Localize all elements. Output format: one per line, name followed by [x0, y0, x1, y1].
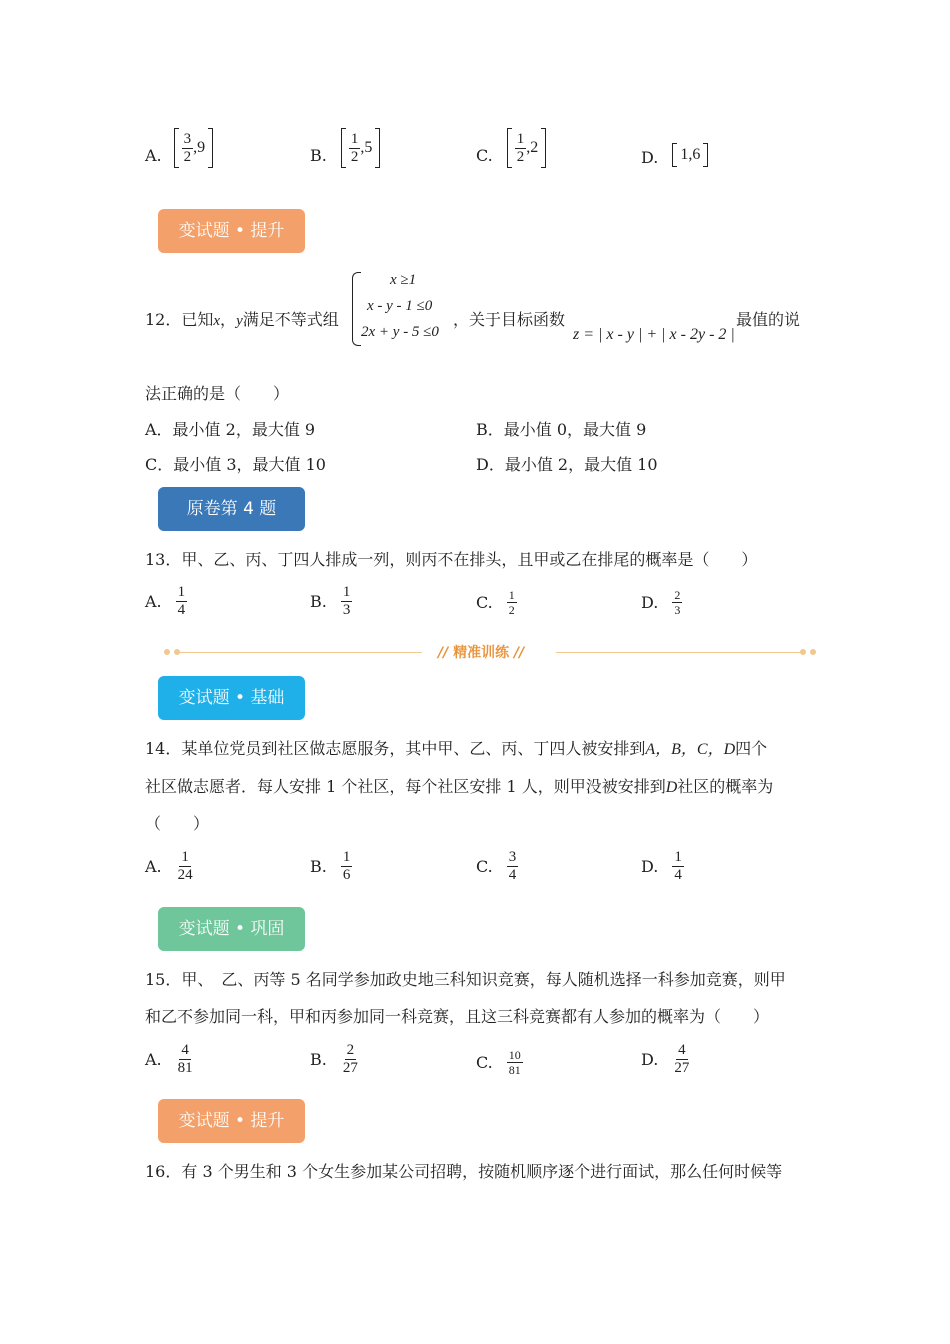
fraction: $\frac{2}{3}$ [674, 588, 681, 617]
fraction: $\frac{1}{2}$ [350, 130, 359, 165]
q12-tail: 最值的说 [736, 310, 801, 329]
q15-option-c [476, 1048, 523, 1077]
option-letter: A. [145, 857, 162, 876]
q15-option-d [641, 1042, 691, 1077]
q11-option-c [476, 128, 546, 168]
q14-line1: 14．某单位党员到社区做志愿服务，其中甲、乙、丙、丁四人被安排到A，B，C，D四个 [145, 739, 768, 758]
q14-option-a [145, 849, 195, 884]
fraction: $\frac{1}{4}$ [177, 584, 186, 618]
option-letter: A. [145, 592, 162, 611]
q15-option-b [310, 1042, 360, 1077]
q15-option-a [145, 1042, 195, 1077]
q13-option-b [310, 584, 352, 619]
divider-dot [810, 649, 816, 655]
badge-variant-consolidate: 变试题 • 巩固 [158, 907, 305, 951]
fraction: $\frac{1}{2}$ [508, 588, 515, 617]
fraction: $\frac{4}{27}$ [674, 1042, 690, 1076]
option-letter: C. [476, 857, 493, 876]
divider-line-left [180, 652, 422, 653]
badge-variant-advanced-2: 变试题 • 提升 [158, 1099, 305, 1143]
fraction: $\frac{1}{24}$ [177, 849, 193, 883]
target-function: z = | x - y | + | x - 2y - 2 | [573, 326, 735, 343]
q13-option-a [145, 584, 187, 619]
q13-option-c [476, 588, 517, 617]
interval-c: $\frac{1}{2}$ ,2 [507, 128, 547, 168]
fraction: $\frac{2}{27}$ [342, 1042, 358, 1076]
q12-option-c: C．最小值 3，最大值 10 [145, 455, 326, 474]
option-letter: C. [476, 593, 493, 612]
option-letter: B. [310, 592, 327, 611]
badge-variant-basic: 变试题 • 基础 [158, 676, 305, 720]
interval-b: $\frac{1}{2}$ ,5 [341, 128, 381, 168]
q14-option-d [641, 849, 684, 884]
q14-option-c [476, 849, 518, 884]
ineq-3: 2x + y - 5 ≤0 [361, 324, 439, 340]
badge-variant-advanced: 变试题 • 提升 [158, 209, 305, 253]
q12-option-b: B．最小值 0，最大值 9 [476, 420, 647, 439]
q12-option-d: D．最小值 2，最大值 10 [476, 455, 658, 474]
q12-after-system: ，关于目标函数 [453, 310, 566, 329]
interval-a: $\frac{3}{2}$ ,9 [174, 128, 214, 168]
q13-stem: 13．甲、乙、丙、丁四人排成一列，则丙不在排头，且甲或乙在排尾的概率是（ ） [145, 550, 758, 569]
option-letter: D. [641, 148, 659, 167]
q15-line2: 和乙不参加同一科，甲和丙参加同一科竞赛，且这三科竞赛都有人参加的概率为（ ） [145, 1007, 770, 1026]
divider-dot [800, 649, 806, 655]
system-brace [352, 272, 361, 346]
fraction: $\frac{10}{81}$ [508, 1048, 521, 1077]
q16-line1: 16．有 3 个男生和 3 个女生参加某公司招聘，按随机顺序逐个进行面试，那么任何时候等 [145, 1162, 783, 1181]
fraction: $\frac{1}{3}$ [342, 584, 351, 618]
option-letter: B. [310, 1050, 327, 1069]
option-letter: C. [476, 145, 493, 165]
q11-option-a [145, 128, 213, 168]
ineq-2: x - y - 1 ≤0 [367, 298, 433, 314]
ineq-1: x ≥1 [390, 272, 417, 288]
divider-dot [164, 649, 170, 655]
fraction: $\frac{3}{4}$ [508, 849, 517, 883]
q13-option-d [641, 588, 682, 617]
fraction: $\frac{1}{2}$ [516, 130, 525, 165]
divider-line-right [556, 652, 802, 653]
option-letter: A. [145, 1050, 162, 1069]
option-letter: B. [310, 857, 327, 876]
q14-option-b [310, 849, 352, 884]
q12-option-a: A．最小值 2，最大值 9 [145, 420, 316, 439]
q11-option-d [641, 142, 708, 167]
fraction: $\frac{1}{6}$ [342, 849, 351, 883]
q14-line3: （ ） [145, 814, 210, 833]
q12-stem: 12．已知x，y满足不等式组 [145, 310, 339, 329]
slash-icon: // [513, 645, 525, 661]
q11-option-b [310, 128, 380, 168]
badge-original-question: 原卷第 4 题 [158, 487, 305, 531]
interval-d: 1,6 [672, 143, 708, 167]
option-letter: A. [145, 145, 162, 165]
option-letter: D. [641, 593, 659, 612]
slash-icon: // [438, 645, 449, 661]
option-letter: D. [641, 1050, 659, 1069]
fraction: $\frac{1}{4}$ [674, 849, 682, 883]
q12-line2: 法正确的是（ ） [145, 384, 290, 403]
fraction: $\frac{4}{81}$ [177, 1042, 193, 1076]
q14-line2: 社区做志愿者．每人安排 1 个社区，每个社区安排 1 人，则甲没被安排到D社区的概率为 [145, 777, 774, 796]
option-letter: B. [310, 145, 327, 165]
q15-line1: 15．甲、 乙、丙等 5 名同学参加政史地三科知识竞赛，每人随机选择一科参加竞赛，则甲 [145, 970, 786, 989]
option-letter: C. [476, 1053, 493, 1072]
fraction: $\frac{3}{2}$ [183, 130, 192, 165]
option-letter: D. [641, 857, 659, 876]
divider-label: // 精准训练 // [438, 645, 525, 661]
